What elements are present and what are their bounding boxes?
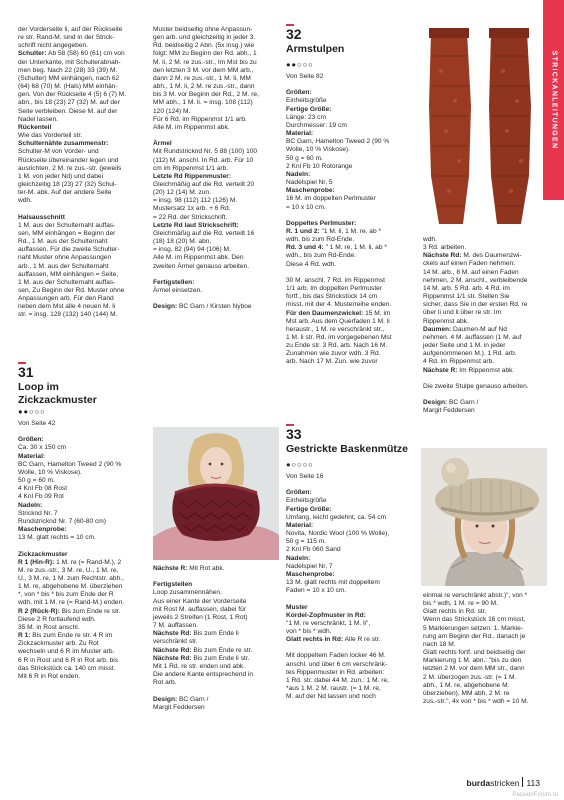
bold-term: Muster xyxy=(286,603,308,611)
section-31-number: 31 xyxy=(18,364,34,380)
bold-term: Rückenteil xyxy=(18,123,52,131)
section-33-title: Gestrickte Baskenmütze xyxy=(286,443,408,455)
bold-term: Größen: xyxy=(286,89,312,97)
section-33-difficulty-rating: ●○○○○ xyxy=(286,460,314,469)
bold-term: Größen: xyxy=(18,436,44,444)
bold-term: Letzte Rd Rippenmuster: xyxy=(153,172,232,180)
bold-term: Fertigstellen: xyxy=(153,278,195,286)
section-32-title: Armstulpen xyxy=(286,43,345,55)
beret-photo xyxy=(421,448,547,586)
bold-term: Für den Daumenzwickel: xyxy=(286,309,364,317)
bold-term: R 2 (Rück-R): xyxy=(18,607,60,615)
bold-term: Schulternähte zusammenstr: xyxy=(18,140,109,148)
bold-term: Material: xyxy=(18,452,46,460)
bold-term: Nächste R: xyxy=(423,366,458,374)
side-tab-label: STRICKANLEITUNGEN xyxy=(550,50,557,150)
section-31-title: Loop im Zickzackmuster xyxy=(18,381,97,406)
loop-scarf-photo xyxy=(153,427,279,560)
watermark: PassionForum.ru xyxy=(512,792,558,798)
bold-term: Design: xyxy=(153,695,178,703)
bold-term: Maschenprobe: xyxy=(286,187,335,195)
bold-term: Rd. 3 und 4: xyxy=(286,244,324,252)
bold-term: Größen: xyxy=(286,489,312,497)
footer-brand: burda xyxy=(466,778,491,788)
bold-term: Design: xyxy=(153,303,178,311)
bold-term: R 1: xyxy=(18,632,31,640)
bold-term: Letzte Rd laut Strickschrift: xyxy=(153,221,239,229)
bold-term: Material: xyxy=(286,521,314,529)
bold-term: Ärmel xyxy=(153,140,172,148)
bold-term: Maschenprobe: xyxy=(286,570,335,578)
bold-term: Design: xyxy=(423,399,448,407)
section-31-text: Von Seite 42 Größen: Ca. 30 x 150 cm Material: BC Garn, Hamelton Tweed 2 (90 % Wolle, 10 % Viskose). 50 g = 60 m. 4 Knl Fb 08 Rost 4 Knl Fb 09 Rot Nadeln: Stricknd Nr. 7 Rundstricknd Nr. 7 (60-80 cm) Maschenprobe: 13 M. glatt rechts = 10 cm. Zickzackmuster R 1 (Hin-R): 1 M. re (= Rand-M.), 2 M. re zus.-str., 3 M. re, U., 1 M. re, U., 3 M. re, 1 M. zum Rechtstr. abh., 1 M. re, abgehobene M. überziehen *, von * bis * bis zum Ende der R wdh, mit 1 M. re (= Rand-M.) enden. R 2 (Rück-R): Bis zum Ende re str. Diese 2 R fortlaufend wdh. 35 M. in Rost anschl. R 1: Bis zum Ende re str. 4 R im Zickzackmuster arb. Zu Rot wechseln und 6 R im Muster arb. 6 R in Rost und 6 R in Rot arb. bis das Strickstück ca. 140 cm misst. Mit 6 R in Rot enden. xyxy=(18,420,125,680)
bold-term: Glatt rechts in Rd: xyxy=(286,636,344,644)
bold-term: Daumen: xyxy=(423,325,452,333)
section-32-text: Von Seite 82 Größen: Einheitsgröße Fertige Größe: Länge: 23 cm Durchmesser: 19 cm Material: BC Garn, Hamelton Tweed 2 (90 % Wolle, 10 % Viskose). 50 g = 60 m. 2 Knl Fb 10 Rotorange Nadeln: Nadelspiel Nr. 5 Maschenprobe: 16 M. im doppelten Perlmuster = 10 x 10 cm. Doppeltes Perlmuster: R. 1 und 2: "1 M. li, 1 M. re, ab * wdh, bis zum Rd-Ende. Rd. 3 und 4: " 1 M. re, 1 M. li, ab * wdh., bis zum Rd-Ende. Diese 4 Rd. wdh. 30 M. anschl. 7 Rd. im Rippenmst 1/1 arb. Im doppelten Perlmuster fortf., bis das Strickstück 14 cm misst, mit der 4. Musterreihe enden. Für den Daumenzwickel: 15 M. im Mst arb. Aus dem Querfaden 1 M. li heraustr., 1 M. re verschränkt str., 1 M. li str. Rd. im vorgegebenen Mst zu Ende str. 3 Rd. arb. Nach 16 M. Zunahmen wie zuvor wdh. 3 Rd. arb. Nach 17 M. Zun. wie zuvor xyxy=(286,73,392,366)
section-33-number: 33 xyxy=(286,426,302,442)
footer-brand-suffix: stricken xyxy=(490,778,520,788)
bold-term: Fertigstellen xyxy=(153,581,193,589)
bold-term: Nächste Rd: xyxy=(423,252,462,260)
text-column-1: der Vorderseite li, auf der Rückseite re str. Rand-M. sind in der Strick- schrift nicht angegeben. Schulter: Ab 58 (58) 60 (61) cm von der Unterkante, mit Schulterabnah- men beg. Nach 22 (28) 33 (39) M. (Schulter) MM einhängen, nach 62 (64) 68 (70) M. (Hals) MM einhän- gen. Von der Rückseite 4 (5) 6 (7) M. abn., bis 18 (23) 27 (32) M. auf der Seite verbleiben. Diese M. auf der Nadel lassen. Rückenteil Wie das Vorderteil str. Schulternähte zusammenstr: Schulter-M von Vorder- und Rückseite übereinander legen und ausrichten. 2 M. re zus.-str. (jeweils 1 M. von jeder Nd) und dabei gleichzeitig 18 (23) 27 (32) Schul- ter-M. abk. Auf der andere Seite wdh. Halsausschnitt 1 M. aus der Schulternaht auffas- sen, MM einhängen = Beginn der Rd., 1 M. aus der Schulternaht auffassen. Für die zweite Schulter- naht Muster ohne Anpassungen arb., 1 M. aus der Schulternaht auffassen, MM einhängen = Seite, 1 M. aus der Schulternaht auffas- sen, Zu Beginn der Rd. Muster ohne Anpassungen arb. Für den Rand neben dem Mst alle 4 neuen M. li str. = insg. 128 (132) 140 (144) M. xyxy=(18,26,127,319)
bold-term: R. 1 und 2: xyxy=(286,227,320,235)
section-32-text-continued: wdh. 3 Rd. arbeiten. Nächste Rd: M. des Daumenzwi- ckels auf einen Faden nehmen: 14 M. arb., 8 M. auf einen Faden nehmen, 2 M. anschl., verbleibende 14 M. arb. 5 Rd. arb. 4 Rd. im Rippenmst 1/1 str. Stellen Sie sicher, dass Sie in der ersten Rd. re über li und li über re str. Im Rippenmst abk. Daumen: Daumen-M auf Nd nehmen. 4 M. auffassen (1 M. auf jeder Seite und 1 M. in jeder aufgenommenen M.). 1 Rd. arb. 4 Rd. im Rippenmst arb. Nächste R: Im Rippenmst abk. Die zweite Stulpe genauso arbeiten. Design: BC Garn / Margit Feddersen xyxy=(423,236,529,415)
footer-divider xyxy=(522,777,523,787)
bold-term: Nadeln: xyxy=(18,501,43,509)
section-side-tab xyxy=(543,0,564,200)
section-31-difficulty-rating: ●●○○○ xyxy=(18,407,46,416)
bold-term: Schulter: xyxy=(18,50,47,58)
bold-term: Doppeltes Perlmuster: xyxy=(286,219,357,227)
section-33-text-continued: einmal re verschränkt abstr.)", von * bis * wdh, 1 M. re = 90 M. Glatt rechts in Rd. str. Wenn das Strickstück 16 cm misst, 5 Markierungen setzen: 1. Markie- rung am Beginn der Rd., danach je nach 18 M. Glatt rechts fortf. und beidseitig der Markierung 1 M. abn.: "bis zu den letzten 2 M. vor dem MM str., dann 2 M. überzogen zus.-str. (= 1 M. abh., 1 M. re, abgehobene M. überziehen), MM abh, 2 M. re zus.-str.", 4x von * bis * wdh = 10 M. xyxy=(423,592,529,706)
loop-scarf-illustration xyxy=(153,427,279,560)
wrist-warmers-illustration xyxy=(421,26,539,231)
page-number: 113 xyxy=(526,778,540,788)
beret-illustration xyxy=(421,448,547,586)
bold-term: Nadeln: xyxy=(286,554,311,562)
bold-term: Nächste Rd: xyxy=(153,630,192,638)
bold-term: Nadeln: xyxy=(286,170,311,178)
bold-term: Fertige Größe: xyxy=(286,505,332,513)
bold-term: Kordel-Zopfmuster in Rd: xyxy=(286,611,366,619)
bold-term: Halsausschnitt xyxy=(18,213,65,221)
bold-term: Material: xyxy=(286,130,314,138)
section-33-text: Von Seite 16 Größen: Einheitsgröße Fertige Größe: Umfang, leicht gedehnt, ca. 54 cm Material: Novita, Nordic Wool (100 % Wolle), 50 g = 115 m. 2 Knl Fb 060 Sand Nadeln: Nadelspiel Nr. 7 Maschenprobe: 13 M. glatt rechts mit doppeltem Faden = 10 x 10 cm. Muster Kordel-Zopfmuster in Rd: "1 M. re verschränkt, 1 M. li", von * bis * wdh. Glatt rechts in Rd: Alle R re str. Mit doppeltem Faden locker 46 M. anschl. und über 6 cm verschränk- tes Rippenmuster in Rd. arbeiten: 1 Rd. str. dabei 44 M. zun.: 1 M. re, *aus 1 M. 2 M. raustr. (= 1 M. re, M. auf der Nd lassen und noch xyxy=(286,473,390,701)
text-column-2: Muster beidseitig ohne Anpassun- gen arb. und gleichzeitig in jeder 3. Rd. beidseitig 2 Abn. (5x insg.) wie folgt: MM zu Beginn der Rd. abh., 1 M. li, 2 M. re zus.-str., Im Mst bis zu den letzten 3 M. vor dem MM arb., dann 2 M. re zus.-str., 1 M. li, MM abh., 1 M. li, 2 M. re zus.-str., dann bis 3 M. vor Beginn der Rd., 2 M. re, MM abh., 1 M. li. = insg. 108 (112) 120 (124) M. Für 6 Rd. im Rippenmst 1/1 arb. Alle M. im Rippenmst abk. Ärmel Mit Rundstricknd Nr. 5 88 (100) 100 (112) M. anschl. In Rd. arb. Für 10 cm im Rippenmst 1/1 arb. Letzte Rd Rippenmuster: Gleichmäßig auf die Rd. verteilt 20 (20) 12 (14) M. zun. = insg. 98 (112) 112 (126) M. Mustersatz 1x arb. + 6 Rd. = 22 Rd. der Strickschrift. Letzte Rd laut Strickschrift: Gleichmäßig auf die Rd. verteilt 16 (18) 18 (20) M. abn. = insg. 82 (94) 94 (106) M. Alle M. im Rippenmst abk. Den zweiten Ärmel genauso arbeiten. Fertigstellen: Ärmel einsetzen. Design: BC Garn / Kirsten Nyboe xyxy=(153,26,259,311)
wrist-warmers-photo xyxy=(421,26,539,231)
bold-term: Nächste R: xyxy=(153,565,188,572)
bold-term: Fertige Größe: xyxy=(286,105,332,113)
page-footer xyxy=(467,777,540,788)
section-32-difficulty-rating: ●●○○○ xyxy=(286,60,314,69)
section-31-text-continued: Nächste R: Mit Rot abk. Fertigstellen Loop zusammennähen. Aus einer Kante der Vorderseite mit Rost M. auffassen, dabei für jeweils 2 Streifen (1 Rost, 1 Rot) 7 M. auffassen. Nächste Rd: Bis zum Ende li verschränkt str. Nächste Rd: Bis zum Ende re str. Nächste Rd: Bis zum Ende li str. Mit 1 Rd. re str. enden und abk. Die andere Kante entsprechend in Rot arb. Design: BC Garn / Margit Feddersen xyxy=(153,565,254,711)
bold-term: R 1 (Hin-R): xyxy=(18,558,55,566)
bold-term: Nächste Rd: xyxy=(153,654,192,662)
section-32-number: 32 xyxy=(286,26,302,42)
bold-term: Maschenprobe: xyxy=(18,526,67,534)
bold-term: Zickzackmuster xyxy=(18,550,68,558)
bold-term: Nächste Rd: xyxy=(153,646,192,654)
